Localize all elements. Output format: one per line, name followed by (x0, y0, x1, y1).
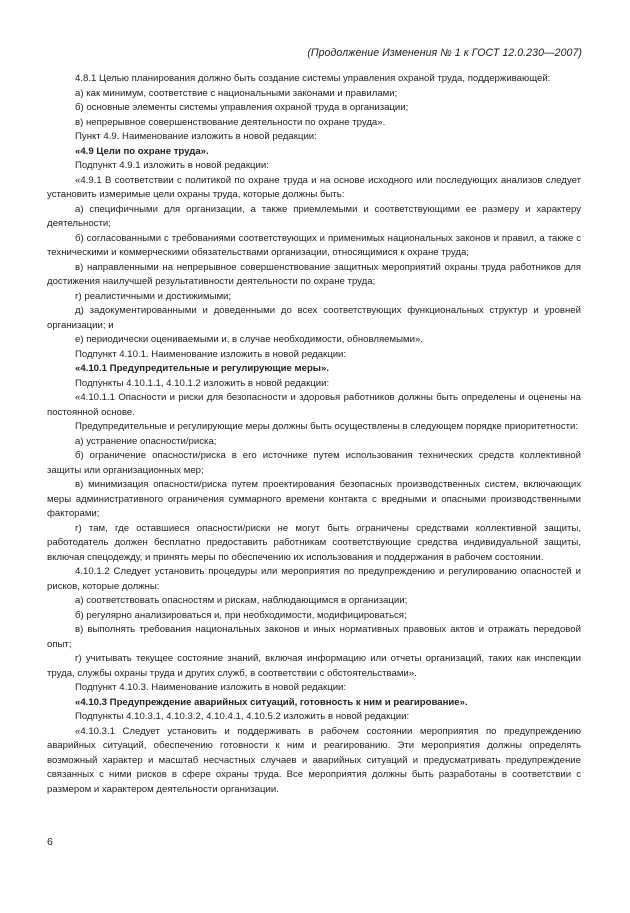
paragraph: Предупредительные и регулирующие меры должны быть осуществлены в следующем порядке приоритетности: (75, 421, 579, 432)
list-item: в) направленными на непрерывное совершенствование защитных мероприятий охраны труда работников для достижения наилучшей результативности деятельности по охране труда; (47, 261, 581, 287)
paragraph: «4.10.1.1 Опасности и риски для безопасности и здоровья работников должны быть определены и оценены на постоянной основе. (47, 392, 581, 418)
amendment-instruction: Подпункт 4.10.3. Наименование изложить в новой редакции: (75, 682, 347, 693)
page-number: 6 (47, 836, 53, 848)
amendment-instruction: Подпункт 4.10.1. Наименование изложить в новой редакции: (75, 348, 347, 360)
paragraph: «4.10.3.1 Следует установить и поддерживать в рабочем состоянии мероприятия по предупреждению аварийных ситуаций, обеспечению готовности к ним и реагированию. Эти мероприятия должны определять возможный характер и масштаб несчастных случаев и аварийных ситуаций и предусматривать предупреждение связанных с ними рисков в сфере охраны труда. Все мероприятия должны быть разработаны в соответствии с размером и характером деятельности организации. (47, 725, 581, 795)
list-item: г) реалистичными и достижимыми; (75, 290, 232, 302)
paragraph: 4.8.1 Целью планирования должно быть создание системы управления охраной труда, поддерживающей: (75, 73, 551, 84)
amendment-instruction: Подпункт 4.9.1 изложить в новой редакции: (75, 160, 269, 171)
section-heading: «4.10.1 Предупредительные и регулирующие меры». (75, 363, 330, 374)
list-item: б) основные элементы системы управления охраной труда в организации; (75, 102, 409, 113)
amendment-instruction: Подпункты 4.10.1.1, 4.10.1.2 изложить в новой редакции: (75, 377, 330, 389)
list-item: в) минимизация опасности/риска путем проектирования безопасных производственных систем, включающих меры административного ограничения суммарного времени контакта с вредными и опасными производственными факторами; (47, 479, 581, 519)
section-heading: «4.10.3 Предупреждение аварийных ситуаций, готовность к ним и реагирование». (75, 696, 468, 708)
list-item: в) выполнять требования национальных законов и иных нормативных правовых актов и отражать передовой опыт; (47, 624, 581, 650)
list-item: е) периодически оцениваемыми и, в случае необходимости, обновляемыми». (75, 334, 423, 345)
list-item: а) соответствовать опасностям и рискам, наблюдающимся в организации; (75, 595, 408, 606)
list-item: в) непрерывное совершенствование деятельности по охране труда». (75, 116, 386, 128)
list-item: б) регулярно анализироваться и, при необходимости, модифицироваться; (75, 609, 407, 621)
list-item: а) специфичными для организации, а также приемлемыми и соответствующими ее размеру и характеру деятельности; (47, 203, 581, 229)
page-header: (Продолжение Изменения № 1 к ГОСТ 12.0.230—2007) (307, 47, 582, 59)
list-item: д) задокументированными и доведенными до всех соответствующих функциональных структур и уровней организации; и (47, 305, 581, 331)
list-item: а) устранение опасности/риска; (75, 435, 217, 447)
document-body (47, 72, 581, 797)
list-item: б) согласованными с требованиями соответствующих и применимых национальных законов и правил, а также с техническими и коммерческими обязательствами организации, относящимися к охране труда; (47, 232, 581, 258)
list-item: г) там, где оставшиеся опасности/риски не могут быть ограничены средствами коллективной защиты, работодатель должен бесплатно предоставить работникам соответствующие средства индивидуальной защиты, включая спецодежду, и принять меры по обеспечению их использования и поддержания в рабочем состоянии. (47, 522, 581, 563)
list-item: а) как минимум, соответствие с национальными законами и правилами; (75, 87, 398, 99)
list-item: г) учитывать текущее состояние знаний, включая информацию или отчеты организаций, таких как инспекции труда, службы охраны труда и других служб, в соответствии с обстоятельствами». (47, 653, 581, 679)
amendment-instruction: Подпункты 4.10.3.1, 4.10.3.2, 4.10.4.1, 4.10.5.2 изложить в новой редакции: (75, 711, 410, 722)
paragraph: 4.10.1.2 Следует установить процедуры или мероприятия по предупреждению и регулированию опасностей и рисков, которые должны: (47, 566, 581, 592)
paragraph: «4.9.1 В соответствии с политикой по охране труда и на основе исходного или последующих анализов следует установить измеримые цели охраны труда, которые должны быть: (47, 174, 581, 200)
list-item: б) ограничение опасности/риска в его источнике путем использования технических средств коллективной защиты или организационных мер; (47, 450, 581, 476)
section-heading: «4.9 Цели по охране труда». (75, 145, 209, 157)
amendment-instruction: Пункт 4.9. Наименование изложить в новой редакции: (75, 131, 317, 142)
